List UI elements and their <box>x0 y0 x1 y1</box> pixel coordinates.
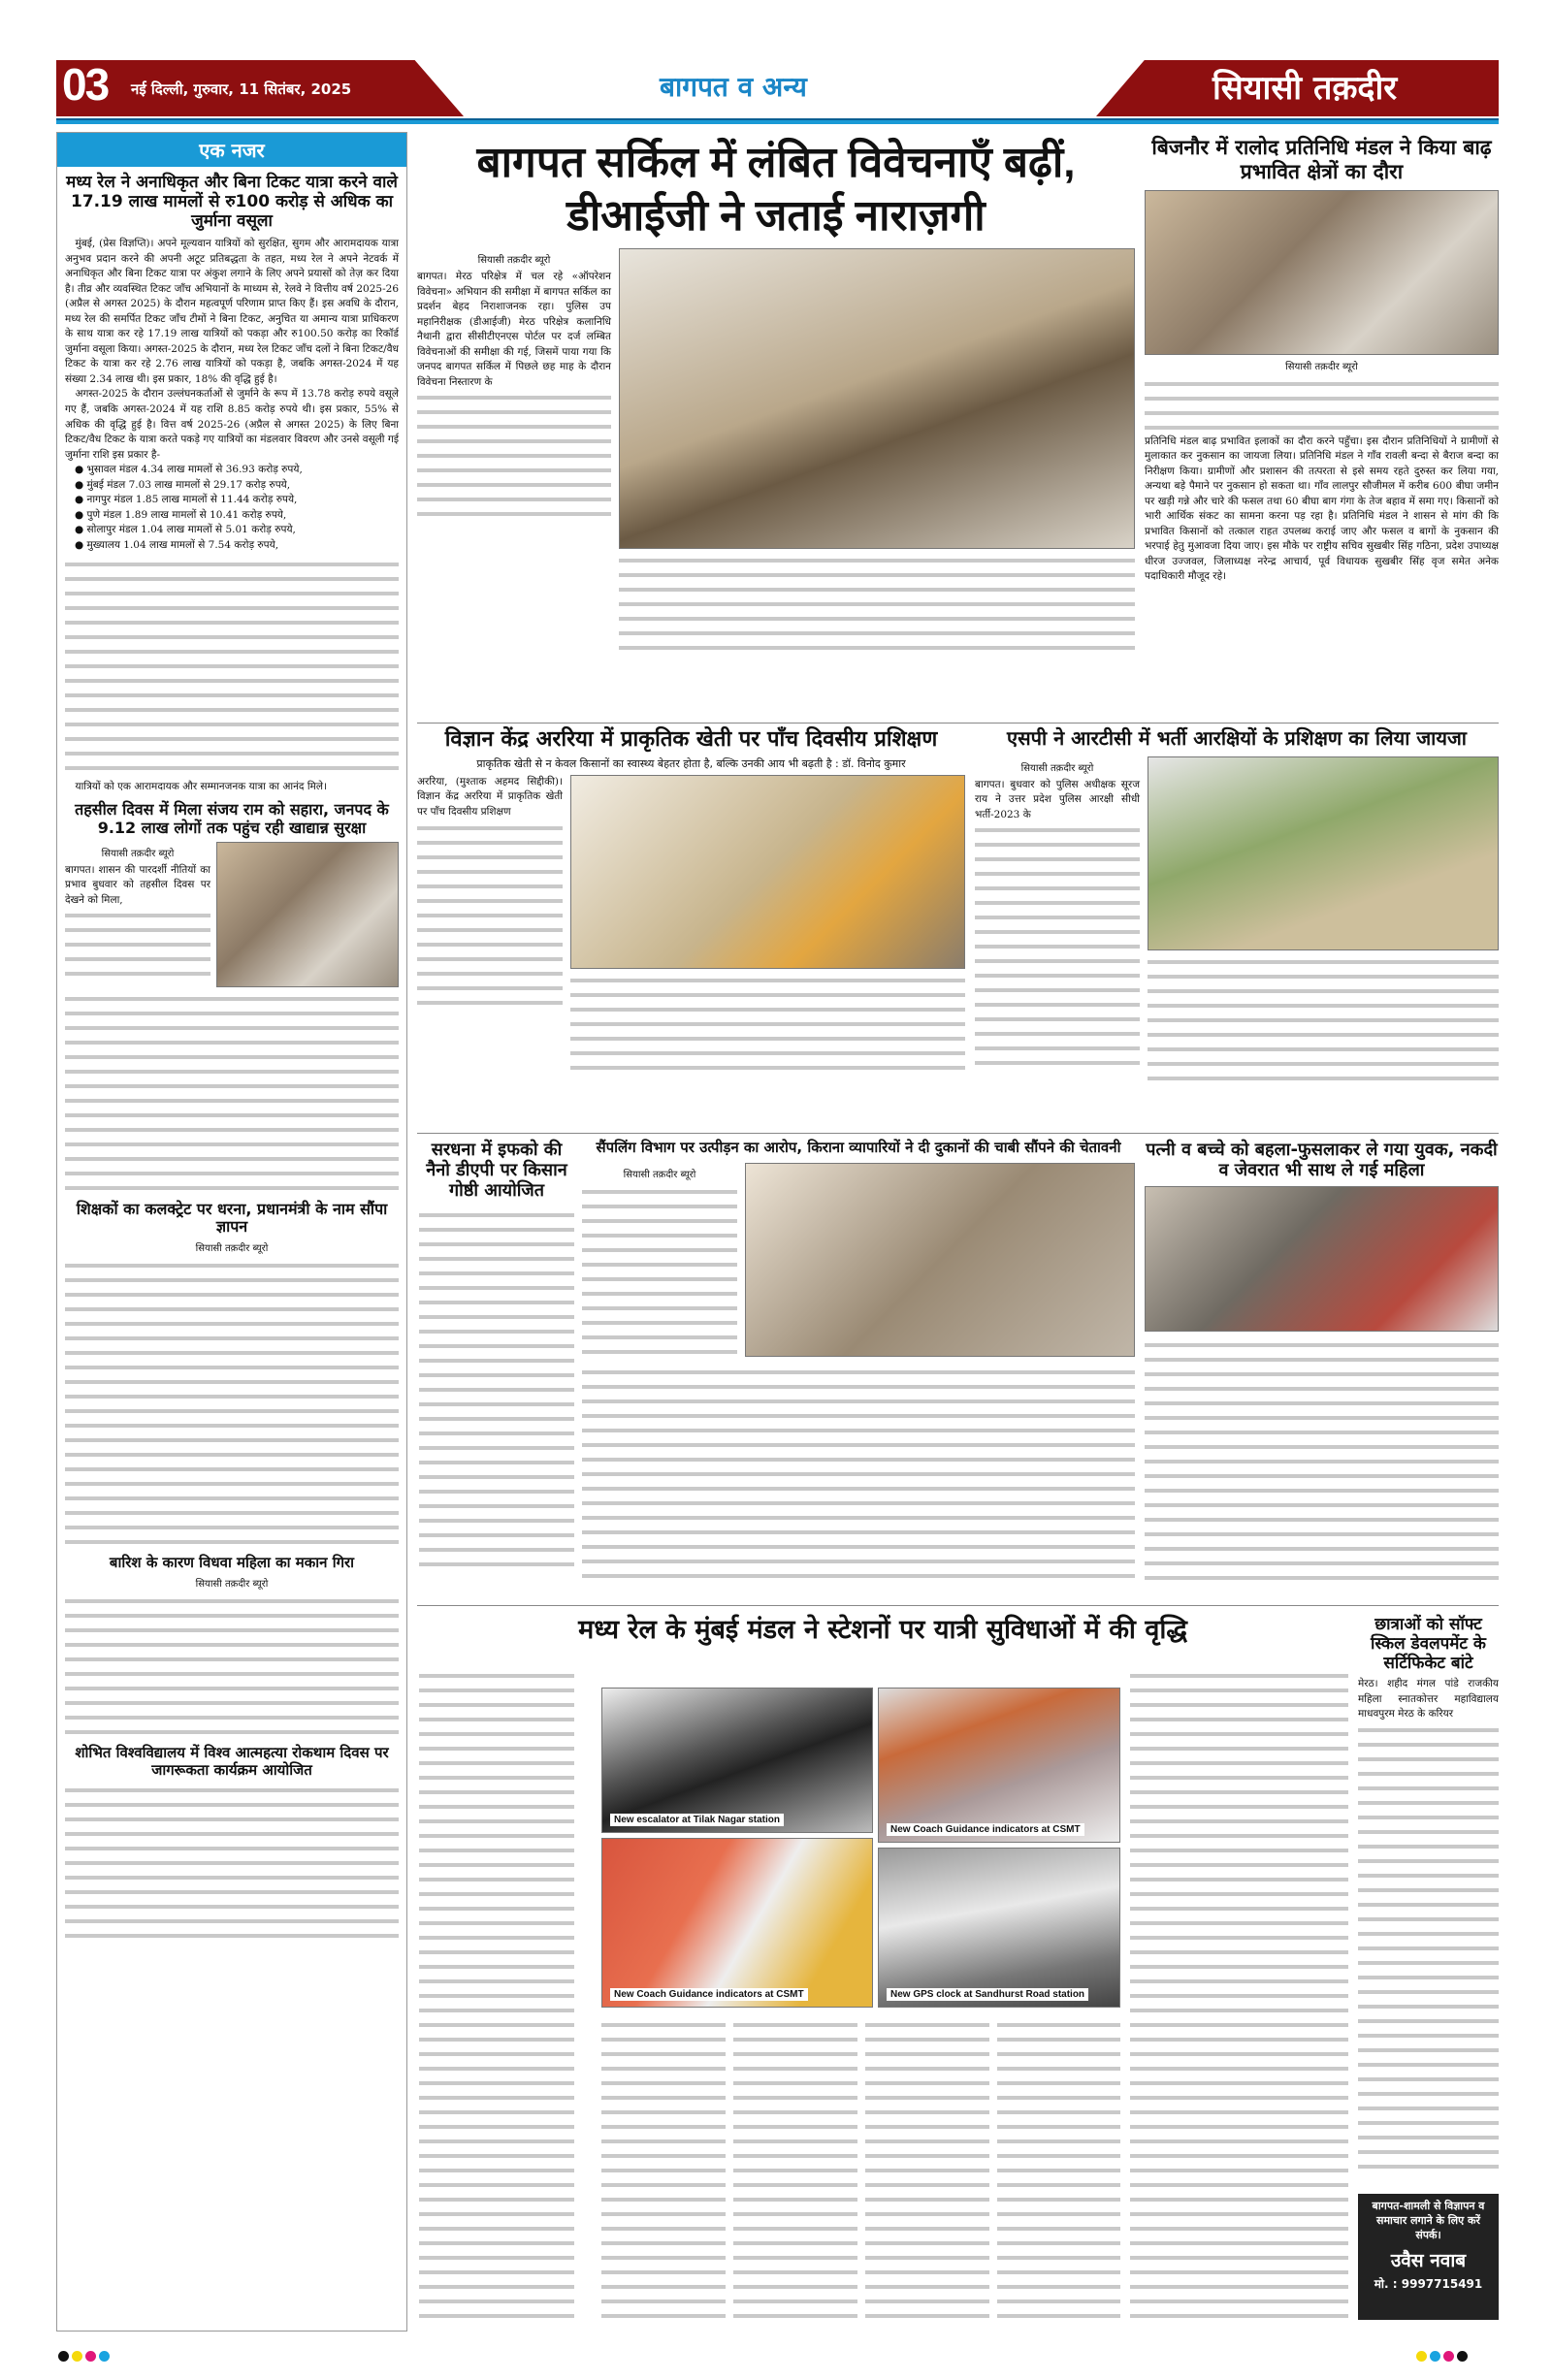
railway-photo-guidance-2 <box>601 1838 873 2008</box>
list-item: ● पुणे मंडल 1.89 लाख मामलों से 10.41 करोड़ रुपये, <box>75 508 287 521</box>
railway-story <box>417 1615 1348 1646</box>
wife-story <box>1145 1140 1499 1580</box>
photo-caption: New GPS clock at Sandhurst Road station <box>887 1988 1088 2001</box>
sampling-headline: सैंपलिंग विभाग पर उत्पीड़न का आरोप, किराना व्यापारियों ने दी दुकानों की चाबी सौंपने की चेतावनी <box>596 1139 1121 1156</box>
color-registration-marks <box>58 2347 113 2365</box>
text-block <box>417 390 611 526</box>
dateline: नई दिल्ली, गुरुवार, 11 सितंबर, 2025 <box>131 80 352 98</box>
widow-headline: बारिश के कारण विधवा महिला का मकान गिरा <box>109 1554 355 1572</box>
color-registration-marks <box>1416 2347 1471 2365</box>
bijnor-body: प्रतिनिधि मंडल बाढ़ प्रभावित इलाकों का दौरा करने पहुँचा। इस दौरान प्रतिनिधियों ने ग्रामीणों से मुलाकात कर नुकसान का जायजा लिया। प्रतिनिधि मंडल ने गाँव रावली बन्दा से बैराज बन्दा का निरीक्षण किया। ग्रामीणों और प्रशासन की तत्परता से इसे समय रहते दुरुस्त कर लिया गया, अन्यथा बड़े पैमाने पर नुकसान हो सकता था। गाँव लालपुर सौजीमल में करीब 600 बीघा जमीन पर खड़ी गन्ने और चारे की फसल तथा 60 बीघा बाग गंगा के तेज बहाव में समा गए। किसानों को भारी आर्थिक संकट का सामना करना पड़ रहा है। प्रतिनिधि मंडल ने शासन से मांग की कि प्रभावित किसानों को तत्काल राहत उपलब्ध कराई जाए और फसल व बागों के नुकसान की भरपाई हेतु मुआवजा दिया जाए। इस मौके पर राष्ट्रीय सचिव सुखबीर सिंह गठिना, प्रदेश उपाध्यक्ष धीरज उज्जवल, जिलाध्यक्ष नरेन्द्र आचार्य, पूर्व विधायक सुखबीर सिंह वृज समेत अनेक पदाधिकारी मौजूद रहे। <box>1145 434 1499 583</box>
ek-nazar-label: एक नजर <box>57 133 406 167</box>
byline: सियासी तक़दीर ब्यूरो <box>1285 361 1358 372</box>
tehsil-photo <box>216 842 399 987</box>
lead-body: बागपत। मेरठ परिक्षेत्र में चल रहे «ऑपरेशन विवेचना» अभियान की समीक्षा में बागपत सर्किल का प्रदर्शन बेहद निराशाजनक रहा। पुलिस उप महानिरीक्षक (डीआईजी) मेरठ परिक्षेत्र कलानिधि नैथानी द्वारा सीसीटीएनएस पोर्टल पर दर्ज लम्बित विवेचनाओं की समीक्षा की गई, जिसमें पाया गया कि जनपद बागपत सर्किल में पिछले छह माह के दौरान विवेचना निस्तारण के <box>417 271 611 388</box>
byline: सियासी तक़दीर ब्यूरो <box>623 1169 696 1180</box>
railway-photo-guidance-1 <box>878 1688 1120 1843</box>
masthead-brand: सियासी तक़दीर <box>1212 69 1398 108</box>
sp-headline: एसपी ने आरटीसी में भर्ती आरक्षियों के प्रशिक्षण का लिया जायजा <box>1007 726 1467 750</box>
bijnor-photo <box>1145 190 1499 355</box>
list-item: ● सोलापुर मंडल 1.04 लाख मामलों से 5.01 करोड़ रुपये, <box>75 524 296 536</box>
ad-text: बागपत-शामली से विज्ञापन व समाचार लगाने के लिए करें संपर्क। <box>1372 2200 1485 2241</box>
advertisement-box <box>1358 2194 1499 2320</box>
text-block <box>1145 1337 1499 1580</box>
text-block <box>65 557 399 780</box>
vigyan-body: अररिया, (मुश्ताक अहमद सिद्दीकी)। विज्ञान केंद्र अररिया में प्राकृतिक खेती पर पाँच दिवसीय प्रशिक्षण <box>417 775 563 819</box>
divider <box>417 1605 1499 1606</box>
wife-headline: पत्नी व बच्चे को बहला-फुसलाकर ले गया युवक, नकदी व जेवरात भी साथ ले गई महिला <box>1146 1140 1498 1181</box>
railway-headline: मध्य रेल के मुंबई मंडल ने स्टेशनों पर यात्री सुविधाओं में की वृद्धि <box>578 1615 1187 1645</box>
text-block <box>65 1593 399 1739</box>
text-block <box>1358 1722 1499 2178</box>
ek-nazar-body-1: मुंबई, (प्रेस विज्ञप्ति)। अपने मूल्यवान यात्रियों को सुरक्षित, सुगम और आरामदायक यात्रा अनुभव प्रदान करने की अपनी अटूट प्रतिबद्धता के तहत, मध्य रेल ने अपने नेटवर्क में अनाधिकृत और बिना टिकट यात्रा पर अंकुश लगाने के लिए अपने प्रयासों को तेज़ कर दिया है। तीव्र और व्यवस्थित टिकट जाँच अभियानों के माध्यम से, रेलवे ने वित्तीय वर्ष 2025-26 (अप्रैल से अगस्त 2025) के दौरान महत्वपूर्ण परिणाम प्राप्त किए हैं। इस अवधि के दौरान, मध्य रेल की समर्पित टिकट जाँच टीमों ने बिना टिकट, अनुचित या अमान्य यात्रा प्राधिकरण के साथ यात्रा कर रहे 17.19 लाख यात्रियों को पकड़ा और रु100.50 करोड़ का रिकॉर्ड जुर्माना वसूला किया। अगस्त-2025 के दौरान, मध्य रेल टिकट जाँच दलों ने बिना टिकट/वैध टिकट के यात्रा कर रहे 2.76 लाख यात्रियों को पकड़ा है, जबकि अगस्त-2024 में यह संख्या 2.34 लाख थी। इस प्रकार, 18% की वृद्धि हुई है। <box>65 238 399 385</box>
text-block <box>601 2017 1120 2318</box>
text-block <box>1130 1668 1348 2318</box>
tehsil-body: बागपत। शासन की पारदर्शी नीतियों का प्रभाव बुधवार को तहसील दिवस पर देखने को मिला, <box>65 863 210 906</box>
vigyan-headline: विज्ञान केंद्र अररिया में प्राकृतिक खेती पर पाँच दिवसीय प्रशिक्षण <box>444 727 938 752</box>
list-item: ● मुंबई मंडल 7.03 लाख मामलों से 29.17 करोड़ रुपये, <box>75 478 291 491</box>
text-block <box>419 1207 574 1576</box>
byline: सियासी तक़दीर ब्यूरो <box>195 1243 269 1255</box>
dig-photo <box>619 248 1135 549</box>
sp-photo <box>1148 756 1499 950</box>
header-rule <box>56 118 1499 124</box>
bullet-list <box>65 463 399 553</box>
bijnor-story <box>1145 136 1499 585</box>
text-block <box>65 991 399 1195</box>
lead-story <box>417 136 1135 650</box>
text-block <box>65 1783 399 1947</box>
divider <box>417 723 1499 724</box>
section-title: बागपत व अन्य <box>660 71 807 103</box>
sp-body: बागपत। बुधवार को पुलिस अधीक्षक सूरज राय ने उत्तर प्रदेश पुलिस आरक्षी सीधी भर्ती-2023 के <box>975 778 1140 820</box>
ek-nazar-column <box>56 132 407 2332</box>
vigyan-subhead: प्राकृतिक खेती से न केवल किसानों का स्वास्थ्य बेहतर होता है, बल्कि उनकी आय भी बढ़ती है : डॉ. विनोद कुमार <box>476 756 906 770</box>
bijnor-headline: बिजनौर में रालोद प्रतिनिधि मंडल ने किया बाढ़ प्रभावित क्षेत्रों का दौरा <box>1151 136 1492 183</box>
ek-nazar-headline: मध्य रेल ने अनाधिकृत और बिना टिकट यात्रा करने वाले 17.19 लाख मामलों से रु100 करोड़ से अधिक का जुर्माना वसूला <box>66 173 398 232</box>
ek-nazar-closing: यात्रियों को एक आरामदायक और सम्मानजनक यात्रा का आनंद मिले। <box>75 781 327 793</box>
sampling-story <box>582 1140 1135 1588</box>
tehsil-headline: तहसील दिवस में मिला संजय राम को सहारा, जनपद के 9.12 लाख लोगों तक पहुंच रही खाद्यान्न सुरक्षा <box>75 799 389 837</box>
soft-skill-story <box>1358 1615 1499 2178</box>
vigyan-story <box>417 727 965 1079</box>
soft-skill-body: मेरठ। शहीद मंगल पांडे राजकीय महिला स्नातकोत्तर महाविद्यालय माधवपुरम मेरठ के करियर <box>1358 1678 1499 1721</box>
soft-skill-headline: छात्राओं को सॉफ्ट स्किल डेवलपमेंट के सर्टिफिकेट बांटे <box>1371 1615 1486 1674</box>
list-item: ● मुख्यालय 1.04 लाख मामलों से 7.54 करोड़ रुपये, <box>75 538 279 551</box>
sampling-photo <box>745 1163 1135 1357</box>
text-block <box>65 908 210 976</box>
sardhana-headline: सरधना में इफको की नैनो डीएपी पर किसान गोष्ठी आयोजित <box>426 1140 567 1202</box>
text-block <box>582 1184 737 1359</box>
list-item: ● नागपुर मंडल 1.85 लाख मामलों से 11.44 करोड़ रुपये, <box>75 494 298 506</box>
lead-headline: बागपत सर्किल में लंबित विवेचनाएँ बढ़ीं, डीआईजी ने जताई नाराज़गी <box>476 139 1076 240</box>
text-block <box>1145 376 1499 434</box>
photo-caption: New escalator at Tilak Nagar station <box>610 1814 784 1826</box>
text-block <box>417 820 563 1014</box>
teachers-headline: शिक्षकों का कलक्ट्रेट पर धरना, प्रधानमंत्री के नाम सौंपा ज्ञापन <box>76 1199 388 1237</box>
text-block <box>1148 954 1499 1090</box>
sardhana-story <box>419 1140 574 1576</box>
photo-caption: New Coach Guidance indicators at CSMT <box>610 1988 808 2001</box>
wife-photo <box>1145 1186 1499 1332</box>
text-block <box>570 973 965 1079</box>
text-block <box>619 553 1135 650</box>
sp-story <box>975 727 1499 1090</box>
divider <box>417 1133 1499 1134</box>
railway-photo-gps-clock <box>878 1848 1120 2008</box>
railway-photo-escalator <box>601 1688 873 1833</box>
list-item: ● भुसावल मंडल 4.34 लाख मामलों से 36.93 करोड़ रुपये, <box>75 464 303 476</box>
ek-nazar-body-2: अगस्त-2025 के दौरान उल्लंघनकर्ताओं से जुर्माने के रूप में 13.78 करोड़ रुपये वसूले गए हैं, जबकि अगस्त-2024 में यह राशि 8.85 करोड़ रुपये थी। इस प्रकार, 55% से अधिक की वृद्धि हुई है। वित्त वर्ष 2025-26 (अप्रैल से अगस्त 2025) के लिए बिना टिकट/वैध टिकट के यात्रा करते पकड़े गए यात्रियों का मंडलवार विवरण और उनसे वसूली गई जुर्माना राशि इस प्रकार है- <box>65 388 399 461</box>
byline: सियासी तक़दीर ब्यूरो <box>1020 762 1094 774</box>
photo-caption: New Coach Guidance indicators at CSMT <box>887 1823 1084 1836</box>
ad-phone: मो. : 9997715491 <box>1374 2276 1483 2291</box>
text-block <box>975 822 1140 1065</box>
shobhit-headline: शोभित विश्वविद्यालय में विश्व आत्महत्या रोकथाम दिवस पर जागरूकता कार्यक्रम आयोजित <box>75 1744 389 1779</box>
vigyan-photo <box>570 775 965 969</box>
text-block <box>419 1668 574 2318</box>
text-block <box>582 1365 1135 1588</box>
ad-contact-name: उवैस नवाब <box>1390 2249 1467 2271</box>
byline: सियासी तक़दीर ब्यूरो <box>477 255 551 266</box>
text-block <box>65 1258 399 1549</box>
byline: सियासी तक़दीर ब्यूरो <box>195 1579 269 1591</box>
byline: सियासी तक़दीर ब्यूरो <box>101 848 175 859</box>
page-number: 03 <box>62 59 109 110</box>
